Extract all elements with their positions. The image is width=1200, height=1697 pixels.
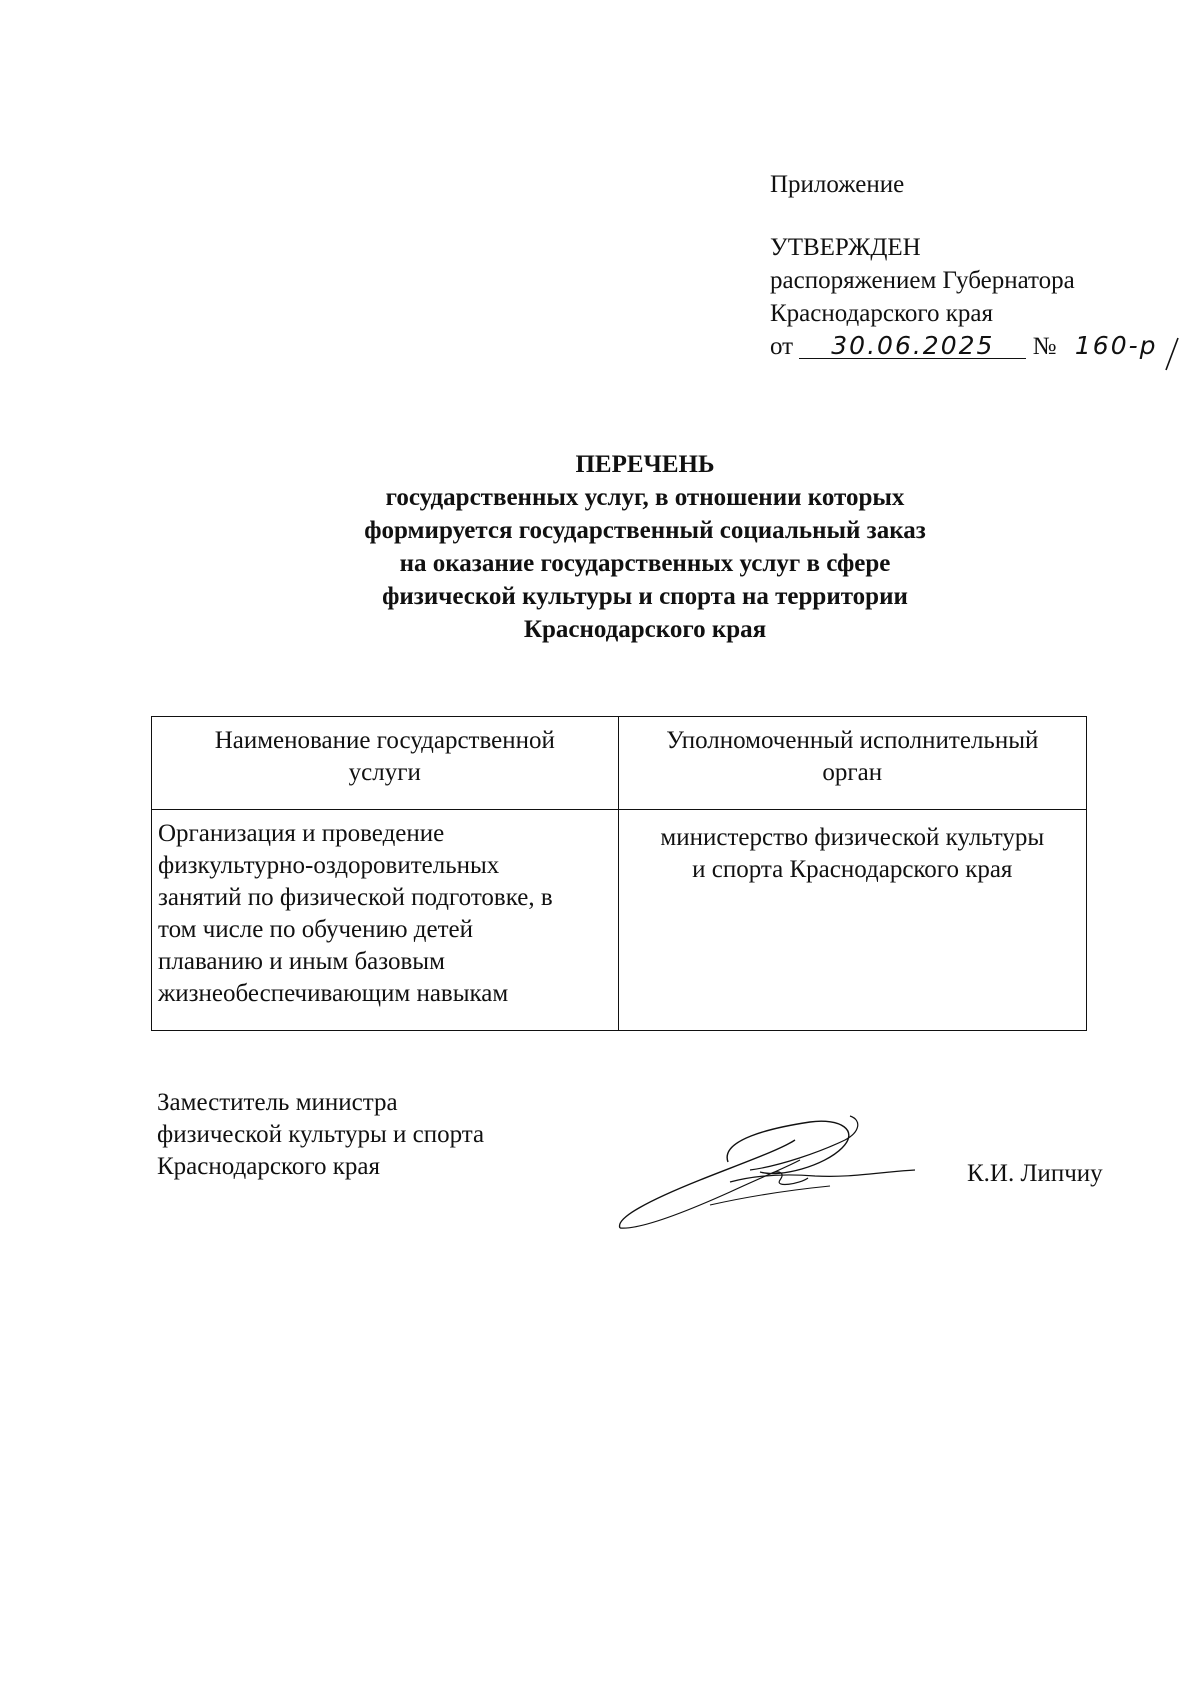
appendix-label: Приложение [770,171,905,198]
position-line-3: Краснодарского края [157,1153,380,1180]
header-authority-line-2: орган [822,759,883,786]
approved-label: УТВЕРЖДЕН [770,234,921,261]
document-title [150,448,1140,646]
header-authority-line-1: Уполномоченный исполнительный [666,727,1039,754]
table-row [152,810,1087,1031]
approved-by-line-1: распоряжением Губернатора [770,267,1075,294]
header-service-name [152,717,619,810]
table-header-row [152,717,1087,810]
service-name-line: плаванию и иным базовым [158,948,445,975]
position-line-1: Заместитель министра [157,1089,398,1116]
handwritten-date: 30.06.2025 [799,334,1026,359]
header-service-name-line-1: Наименование государственной [214,727,555,754]
service-name-cell [152,810,619,1031]
approval-stamp [770,168,1170,363]
service-name-line: том числе по обучению детей [158,916,474,943]
header-service-name-line-2: услуги [348,759,421,786]
title-heading: ПЕРЕЧЕНЬ [575,451,715,478]
position-line-2: физической культуры и спорта [157,1121,485,1148]
header-authority [618,717,1086,810]
service-name-line: Организация и проведение [158,820,445,847]
signer-name: К.И. Липчиу [967,1160,1103,1187]
date-number-line [770,330,1170,363]
handwritten-number: 160-р [1074,331,1158,360]
authority-line: министерство физической культуры [660,824,1045,851]
services-table [151,716,1087,1031]
service-name-line: жизнеобеспечивающим навыкам [158,980,509,1007]
service-name-line: физкультурно-оздоровительных [158,852,500,879]
number-label: № [1032,333,1057,360]
title-line-3: на оказание государственных услуг в сфере [399,550,891,577]
title-line-2: формируется государственный социальный заказ [364,517,926,544]
authority-line: и спорта Краснодарского края [692,856,1013,883]
from-label: от [770,333,794,360]
handwritten-signature [610,1100,930,1240]
approved-by-line-2: Краснодарского края [770,300,993,327]
title-line-1: государственных услуг, в отношении которых [385,484,905,511]
authority-cell [618,810,1086,1031]
title-line-5: Краснодарского края [523,616,767,643]
signatory-position [157,1087,484,1183]
service-name-line: занятий по физической подготовке, в [158,884,553,911]
title-line-4: физической культуры и спорта на территории [382,583,908,610]
number-stroke-mark [1126,332,1186,372]
